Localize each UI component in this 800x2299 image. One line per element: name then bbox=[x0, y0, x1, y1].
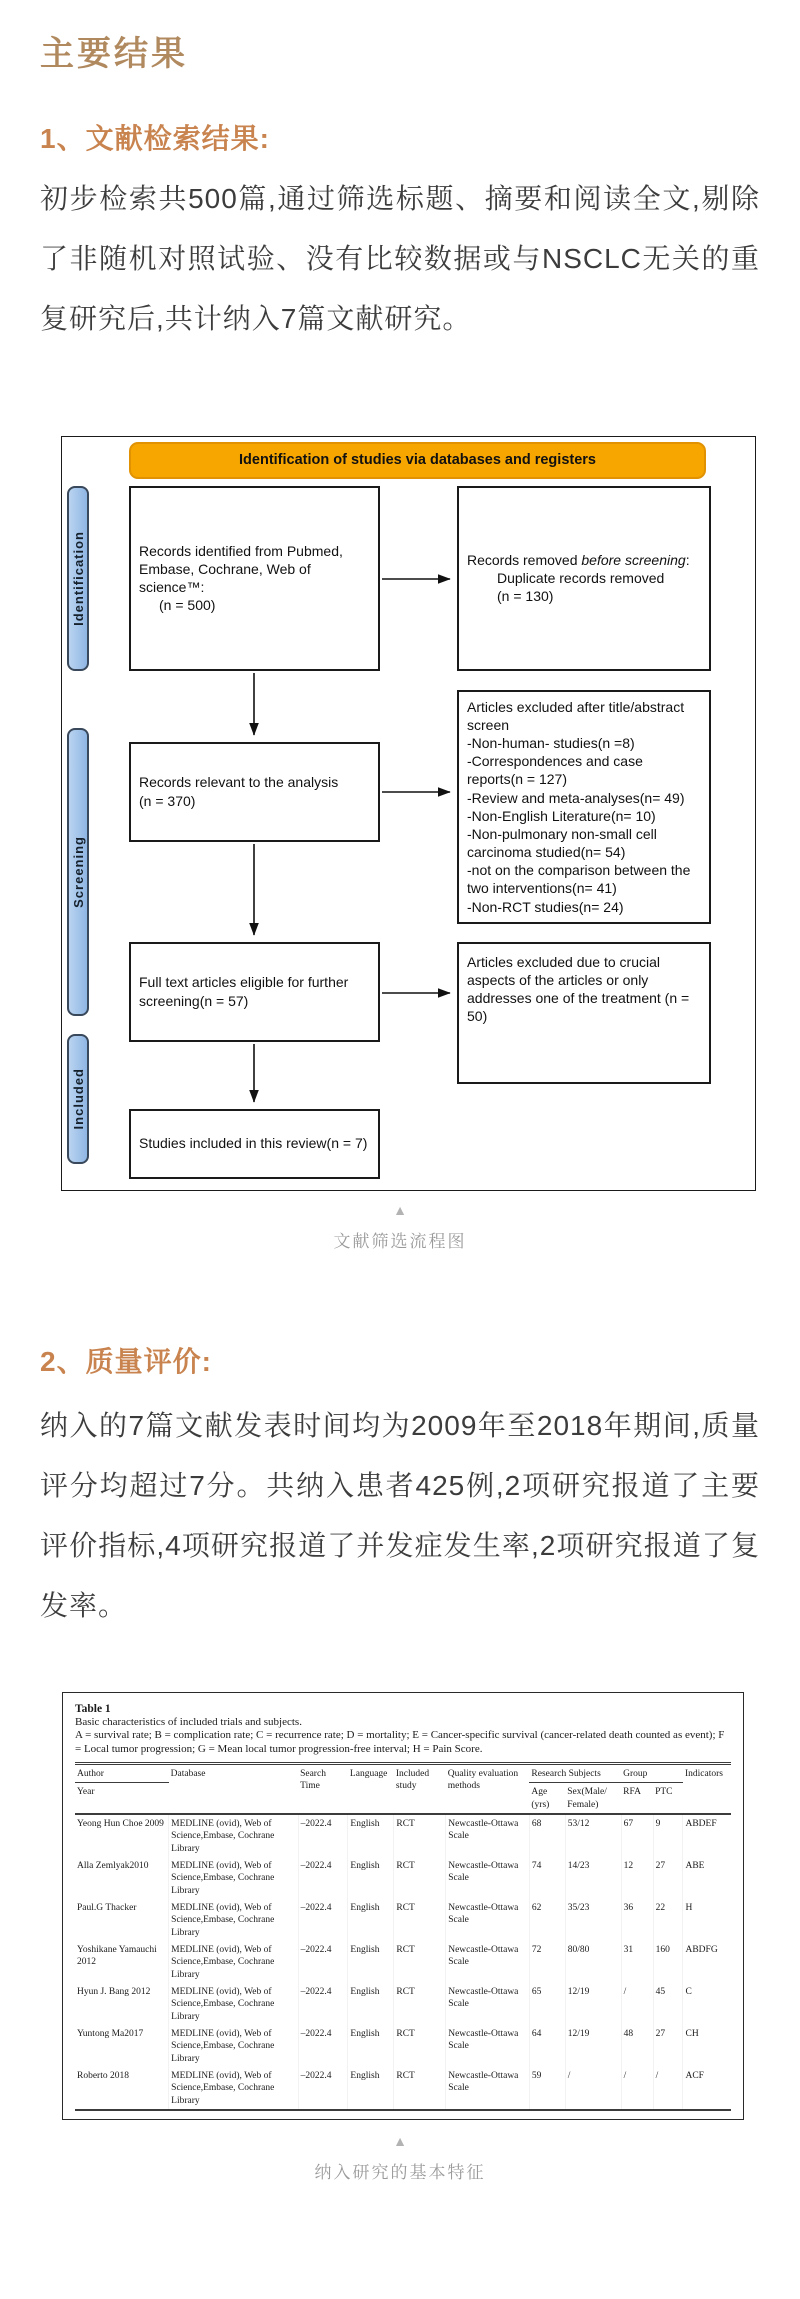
table-cell: English bbox=[348, 1899, 394, 1941]
table-cell: ABE bbox=[683, 1857, 731, 1899]
page-title: 主要结果 bbox=[40, 36, 188, 73]
table-cell: 53/12 bbox=[565, 1814, 621, 1857]
col-ptc: PTC bbox=[653, 1783, 683, 1814]
table-cell: RCT bbox=[394, 1983, 446, 2025]
table-cell: RCT bbox=[394, 1857, 446, 1899]
table-row bbox=[75, 1941, 731, 1983]
box-records-relevant-count: (n = 370) bbox=[139, 792, 196, 809]
table-cell: Roberto 2018 bbox=[75, 2067, 169, 2110]
table-cell: ABDEF bbox=[683, 1814, 731, 1857]
table-cell: Paul.G Thacker bbox=[77, 1902, 137, 1913]
table-cell: 62 bbox=[529, 1899, 565, 1941]
list-item: -Correspondences and case reports(n = 127) bbox=[467, 753, 643, 788]
table-cell: 12 bbox=[621, 1857, 653, 1899]
table-row bbox=[75, 1899, 731, 1941]
table-cell: Yoshikane Yamauchi 2012 bbox=[77, 1944, 157, 1968]
article-page bbox=[0, 26, 800, 2183]
box-records-identified-count: (n = 500) bbox=[159, 597, 216, 614]
table-cell: / bbox=[621, 2067, 653, 2110]
table-cell: CH bbox=[683, 2025, 731, 2067]
table-cell: 12/19 bbox=[565, 2025, 621, 2067]
table-row bbox=[75, 1857, 731, 1899]
col-indicators: Indicators bbox=[683, 1763, 731, 1814]
characteristics-table bbox=[75, 1762, 731, 2111]
table-cell: English bbox=[348, 1857, 394, 1899]
table-row bbox=[75, 2025, 731, 2067]
section-1-heading: 1、文献检索结果: bbox=[40, 123, 270, 154]
list-item: -Non-human- studies(n =8) bbox=[467, 734, 635, 751]
table-cell: 74 bbox=[529, 1857, 565, 1899]
table-cell: –2022.4 bbox=[298, 1814, 348, 1857]
col-author: Author bbox=[75, 1763, 169, 1782]
col-quality: Quality evaluation methods bbox=[446, 1763, 530, 1814]
box-records-removed-text: Records removed before screening: bbox=[467, 551, 690, 568]
table-cell: RCT bbox=[394, 1814, 446, 1857]
table-cell: MEDLINE (ovid), Web of Science,Embase, Cochrane Library bbox=[169, 1983, 298, 2025]
figure-2-caption: 纳入研究的基本特征 bbox=[314, 2163, 486, 2183]
table-cell: 9 bbox=[653, 1814, 683, 1857]
table-row bbox=[75, 1983, 731, 2025]
col-database: Database bbox=[169, 1763, 298, 1814]
table-cell: –2022.4 bbox=[298, 2067, 348, 2110]
table-cell: / bbox=[621, 1983, 653, 2025]
collapse-triangle-icon: ▲ bbox=[393, 2133, 407, 2150]
box-fulltext-eligible bbox=[129, 942, 380, 1042]
list-item: -not on the comparison between the two interventions(n= 41) bbox=[467, 862, 691, 897]
box-records-identified bbox=[129, 486, 380, 671]
box-excluded-title: Articles excluded after title/abstract screen bbox=[467, 698, 685, 733]
col-research-subjects: Research Subjects bbox=[529, 1763, 621, 1782]
table-figure[interactable] bbox=[62, 1692, 744, 2120]
table-cell: Newcastle-Ottawa Scale bbox=[446, 1899, 530, 1941]
table-cell: / bbox=[653, 2067, 683, 2110]
table-cell: 31 bbox=[621, 1941, 653, 1983]
table-cell: –2022.4 bbox=[298, 1941, 348, 1983]
stage-identification-label: Identification bbox=[70, 530, 86, 626]
table-cell: H bbox=[683, 1899, 731, 1941]
table-cell: 64 bbox=[529, 2025, 565, 2067]
col-sex: Sex(Male/ Female) bbox=[565, 1783, 621, 1814]
table-cell: 27 bbox=[653, 1857, 683, 1899]
table-cell: Yeong Hun Choe 2009 bbox=[77, 1818, 164, 1829]
table-cell: / bbox=[565, 2067, 621, 2110]
box-fulltext-eligible-text: Full text articles eligible for further screening(n = 57) bbox=[139, 974, 349, 1009]
table-row bbox=[75, 1814, 731, 1857]
table-cell: English bbox=[348, 1983, 394, 2025]
col-included-study: Included study bbox=[394, 1763, 446, 1814]
table-cell: –2022.4 bbox=[298, 2025, 348, 2067]
table-cell: Yuntong Ma2017 bbox=[77, 2029, 144, 2039]
table-cell: RCT bbox=[394, 2067, 446, 2110]
stage-screening bbox=[67, 728, 89, 1016]
col-year: Year bbox=[75, 1783, 169, 1814]
table-cell: 12/19 bbox=[565, 1983, 621, 2025]
table-subtitle: Basic characteristics of included trials and subjects. bbox=[75, 1716, 302, 1729]
box-excluded-crucial-text: Articles excluded due to crucial aspects of the articles or only addresses one of the treatment (n = 50) bbox=[467, 953, 690, 1025]
flow-banner: Identification of studies via databases and registers bbox=[129, 442, 706, 479]
table-cell: MEDLINE (ovid), Web of Science,Embase, Cochrane Library bbox=[169, 1941, 298, 1983]
col-search-time: Search Time bbox=[298, 1763, 348, 1814]
table-cell: 27 bbox=[653, 2025, 683, 2067]
table-cell: 67 bbox=[621, 1814, 653, 1857]
table-cell: 65 bbox=[529, 1983, 565, 2025]
table-cell: 68 bbox=[529, 1814, 565, 1857]
box-excluded-crucial bbox=[457, 942, 711, 1084]
stage-included-label: Included bbox=[70, 1067, 86, 1130]
table-cell: ABDFG bbox=[683, 1941, 731, 1983]
table-cell: MEDLINE (ovid), Web of Science,Embase, Cochrane Library bbox=[169, 1857, 298, 1899]
box-included-review-text: Studies included in this review(n = 7) bbox=[139, 1135, 368, 1152]
table-cell: MEDLINE (ovid), Web of Science,Embase, Cochrane Library bbox=[169, 1899, 298, 1941]
section-2-heading: 2、质量评价: bbox=[40, 1345, 212, 1377]
section-1-paragraph: 初步检索共500篇,通过筛选标题、摘要和阅读全文,剔除了非随机对照试验、没有比较数据或与NSCLC无关的重复研究后,共计纳入7篇文献研究。 bbox=[40, 183, 760, 335]
table-cell: RCT bbox=[394, 2025, 446, 2067]
table-row bbox=[75, 2067, 731, 2110]
list-item: -Non-RCT studies(n= 24) bbox=[467, 898, 624, 915]
table-cell: 72 bbox=[529, 1941, 565, 1983]
prisma-flow-figure[interactable] bbox=[61, 436, 756, 1191]
table-cell: RCT bbox=[394, 1941, 446, 1983]
box-excluded-items bbox=[467, 734, 701, 916]
stage-identification bbox=[67, 486, 89, 671]
table-body bbox=[75, 1814, 731, 2110]
table-cell: 45 bbox=[653, 1983, 683, 2025]
table-cell: –2022.4 bbox=[298, 1857, 348, 1899]
table-cell: 59 bbox=[529, 2067, 565, 2110]
table-cell: English bbox=[348, 2025, 394, 2067]
stage-screening-label: Screening bbox=[70, 835, 86, 908]
table-cell: RCT bbox=[394, 1899, 446, 1941]
figure-1-caption: 文献筛选流程图 bbox=[333, 1231, 467, 1251]
section-2-paragraph: 纳入的7篇文献发表时间均为2009年至2018年期间,质量评分均超过7分。共纳入患者425例,2项研究报道了主要评价指标,4项研究报道了并发症发生率,2项研究报道了复发率。 bbox=[40, 1409, 760, 1622]
box-records-relevant-text: Records relevant to the analysis bbox=[139, 774, 339, 791]
col-rfa: RFA bbox=[621, 1783, 653, 1814]
table-cell: Newcastle-Ottawa Scale bbox=[446, 1857, 530, 1899]
table-cell: Newcastle-Ottawa Scale bbox=[446, 1814, 530, 1857]
box-excluded-title-abstract bbox=[457, 690, 711, 924]
stage-included bbox=[67, 1034, 89, 1164]
table-cell: English bbox=[348, 1814, 394, 1857]
table-cell: MEDLINE (ovid), Web of Science,Embase, Cochrane Library bbox=[169, 2067, 298, 2110]
table-title: Table 1 bbox=[75, 1703, 111, 1716]
table-cell: 35/23 bbox=[565, 1899, 621, 1941]
table-cell: –2022.4 bbox=[298, 1899, 348, 1941]
table-cell: Newcastle-Ottawa Scale bbox=[446, 2067, 530, 2110]
box-records-relevant bbox=[129, 742, 380, 842]
list-item: -Non-pulmonary non-small cell carcinoma studied(n= 54) bbox=[467, 825, 657, 861]
table-cell: English bbox=[348, 2067, 394, 2110]
table-cell: ACF bbox=[683, 2067, 731, 2110]
box-included-review bbox=[129, 1109, 380, 1179]
box-records-removed bbox=[457, 486, 711, 671]
table-cell: Newcastle-Ottawa Scale bbox=[446, 1941, 530, 1983]
collapse-triangle-icon: ▲ bbox=[393, 1201, 407, 1218]
table-cell: Newcastle-Ottawa Scale bbox=[446, 1983, 530, 2025]
table-cell: 48 bbox=[621, 2025, 653, 2067]
table-cell: Newcastle-Ottawa Scale bbox=[446, 2025, 530, 2067]
table-cell: C bbox=[683, 1983, 731, 2025]
table-cell: 80/80 bbox=[565, 1941, 621, 1983]
table-cell: Alla Zemlyak2010 bbox=[77, 1860, 149, 1871]
table-legend: A = survival rate; B = complication rate; C = recurrence rate; D = mortality; E = Cancer-specific survival (cancer-related death counted as event); F = Local tumor progression; G = Mean local tumor progression-free interval; H = Pain Score. bbox=[75, 1729, 725, 1756]
box-records-removed-detail: Duplicate records removed bbox=[497, 569, 665, 586]
box-records-identified-text: Records identified from Pubmed, Embase, Cochrane, Web of science™: bbox=[139, 542, 343, 596]
table-cell: English bbox=[348, 1941, 394, 1983]
col-language: Language bbox=[348, 1763, 394, 1814]
list-item: -Review and meta-analyses(n= 49) bbox=[467, 789, 685, 806]
table-cell: 22 bbox=[653, 1899, 683, 1941]
table-cell: 36 bbox=[621, 1899, 653, 1941]
box-records-removed-count: (n = 130) bbox=[497, 588, 554, 605]
list-item: -Non-English Literature(n= 10) bbox=[467, 807, 656, 824]
table-cell: Hyun J. Bang 2012 bbox=[77, 1986, 151, 1997]
col-age: Age (yrs) bbox=[529, 1783, 565, 1814]
table-cell: –2022.4 bbox=[298, 1983, 348, 2025]
table-cell: MEDLINE (ovid), Web of Science,Embase, Cochrane Library bbox=[169, 2025, 298, 2067]
table-cell: 14/23 bbox=[565, 1857, 621, 1899]
col-group: Group bbox=[621, 1763, 683, 1782]
table-cell: 160 bbox=[653, 1941, 683, 1983]
table-cell: MEDLINE (ovid), Web of Science,Embase, Cochrane Library bbox=[169, 1814, 298, 1857]
